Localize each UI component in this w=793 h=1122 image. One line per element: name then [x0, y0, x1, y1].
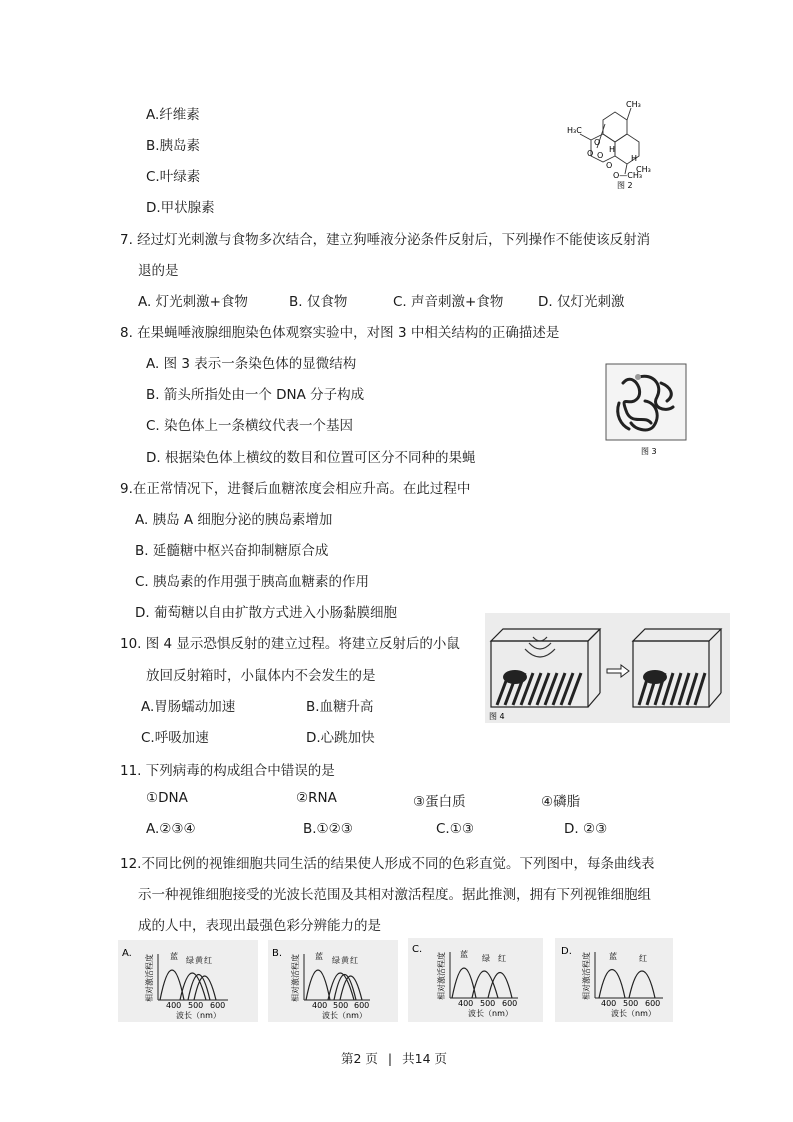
q7-stem-line2: 退的是 [138, 263, 179, 279]
q9-option-a: A. 胰岛 A 细胞分泌的胰岛素增加 [135, 512, 333, 528]
q12-chart-a-tick-500: 500 [188, 1001, 204, 1010]
q12-chart-b-tick-400: 400 [312, 1001, 328, 1010]
fig4-caption: 图 4 [489, 712, 505, 721]
q9-option-c: C. 胰岛素的作用强于胰高血糖素的作用 [135, 574, 370, 590]
q8-option-a: A. 图 3 表示一条染色体的显微结构 [146, 356, 357, 372]
q12-chart-b [268, 940, 398, 1022]
footer-separator: | [387, 1051, 393, 1066]
fig2-label-h1: H [609, 145, 616, 154]
q11-item-2: ②RNA [296, 790, 337, 806]
q12-stem-line2: 示一种视锥细胞接受的光波长范围及其相对激活程度。据此推测，拥有下列视锥细胞组 [138, 887, 651, 903]
q10-option-a: A.胃肠蠕动加速 [141, 699, 236, 715]
q12-chart-b-curve-label-yellow: 黄 [341, 956, 349, 965]
q12-chart-b-tick-600: 600 [354, 1001, 370, 1010]
q12-chart-b-label: B. [272, 948, 283, 959]
fig2-label-h3c: H₃C [567, 126, 582, 135]
q12-chart-a-curve-label-yellow: 黄 [195, 956, 203, 965]
q10-option-d: D.心跳加快 [306, 730, 375, 746]
fig2-label-o4: O [606, 161, 613, 170]
figure-2-molecule [565, 98, 655, 190]
q12-chart-d-ylabel: 相对激活程度 [582, 952, 591, 1000]
q12-chart-a-tick-400: 400 [166, 1001, 182, 1010]
q10-option-b: B.血糖升高 [306, 699, 374, 715]
q8-option-b: B. 箭头所指处由一个 DNA 分子构成 [146, 387, 365, 403]
q8-stem: 8. 在果蝇唾液腺细胞染色体观察实验中，对图 3 中相关结构的正确描述是 [120, 325, 560, 341]
q12-chart-d-tick-400: 400 [601, 999, 617, 1008]
fig2-label-o3: O [597, 151, 604, 160]
q8-option-d: D. 根据染色体上横纹的数目和位置可区分不同种的果蝇 [146, 450, 476, 466]
q12-stem-line3: 成的人中，表现出最强色彩分辨能力的是 [138, 918, 381, 934]
q7-stem-line1: 7. 经过灯光刺激与食物多次结合，建立狗唾液分泌条件反射后，下列操作不能使该反射消 [120, 232, 651, 248]
q12-chart-c-curve-label-red: 红 [498, 954, 506, 963]
q6-option-c: C.叶绿素 [146, 169, 201, 185]
q12-chart-a-label: A. [122, 948, 132, 959]
q12-chart-c-tick-600: 600 [502, 999, 518, 1008]
page-footer [341, 1049, 447, 1067]
fig2-label-h2: H [631, 154, 638, 163]
q12-chart-a-tick-600: 600 [210, 1001, 226, 1010]
q12-chart-a-curve-label-green: 绿 [186, 956, 194, 965]
q9-option-d: D. 葡萄糖以自由扩散方式进入小肠黏膜细胞 [135, 605, 397, 621]
fig2-label-ch3-top: CH₃ [626, 100, 641, 109]
q12-chart-b-xlabel: 波长（nm） [322, 1011, 367, 1020]
q10-option-c: C.呼吸加速 [141, 730, 209, 746]
q6-option-a: A.纤维素 [146, 107, 200, 123]
q7-option-c: C. 声音刺激+食物 [393, 294, 504, 310]
q12-chart-d-tick-500: 500 [623, 999, 639, 1008]
fig2-caption: 图 2 [617, 181, 633, 190]
q12-chart-a-xlabel: 波长（nm） [176, 1011, 221, 1020]
figure-3-chromosome [605, 363, 690, 458]
q12-chart-a [118, 940, 258, 1022]
fig2-label-och3: O—CH₃ [613, 171, 643, 180]
q7-option-b: B. 仅食物 [289, 294, 348, 310]
fig2-label-ch3-right: CH₃ [636, 165, 651, 174]
fig3-caption: 图 3 [641, 447, 657, 456]
q11-option-b: B.①②③ [303, 821, 353, 837]
q12-chart-c-xlabel: 波长（nm） [468, 1009, 513, 1018]
q12-chart-c-tick-500: 500 [480, 999, 496, 1008]
q11-item-3: ③蛋白质 [413, 794, 466, 810]
q12-chart-b-tick-500: 500 [333, 1001, 349, 1010]
footer-page-number: 第2 页 [341, 1051, 378, 1066]
q6-option-d: D.甲状腺素 [146, 200, 215, 216]
q9-stem: 9.在正常情况下，进餐后血糖浓度会相应升高。在此过程中 [120, 481, 471, 497]
q12-chart-b-ylabel: 相对激活程度 [291, 954, 300, 1002]
q10-stem-line2: 放回反射箱时，小鼠体内不会发生的是 [146, 668, 376, 684]
q9-option-b: B. 延髓糖中枢兴奋抑制糖原合成 [135, 543, 329, 559]
q11-item-1: ①DNA [146, 790, 188, 806]
q7-option-d: D. 仅灯光刺激 [538, 294, 625, 310]
q12-chart-d-tick-600: 600 [645, 999, 661, 1008]
q12-chart-b-curve-label-red: 红 [350, 956, 358, 965]
q12-chart-c-ylabel: 相对激活程度 [437, 952, 446, 1000]
q12-chart-c-curve-label-green: 绿 [482, 954, 490, 963]
q12-chart-d-curve-label-red: 红 [639, 954, 647, 963]
q11-option-a: A.②③④ [146, 821, 196, 837]
q12-chart-a-ylabel: 相对激活程度 [145, 954, 154, 1002]
q12-chart-b-curve-label-blue: 蓝 [315, 952, 323, 961]
q12-chart-a-curve-label-red: 红 [204, 956, 212, 965]
q12-chart-b-curve-label-green: 绿 [332, 956, 340, 965]
q12-chart-c-tick-400: 400 [458, 999, 474, 1008]
fig2-label-o1: O [594, 138, 601, 147]
q12-chart-a-curve-label-blue: 蓝 [170, 952, 178, 961]
q6-option-b: B.胰岛素 [146, 138, 201, 154]
footer-total-pages: 共14 页 [402, 1051, 448, 1066]
q11-option-d: D. ②③ [564, 821, 608, 837]
q12-chart-d-xlabel: 波长（nm） [611, 1009, 656, 1018]
figure-4-reflex-box [485, 613, 730, 723]
q12-chart-c-curve-label-blue: 蓝 [460, 950, 468, 959]
q12-chart-c [408, 938, 543, 1022]
q11-stem: 11. 下列病毒的构成组合中错误的是 [120, 763, 335, 779]
q7-option-a: A. 灯光刺激+食物 [138, 294, 248, 310]
fig2-label-o2: O [587, 149, 594, 158]
q12-chart-d-label: D. [561, 946, 572, 957]
q12-stem-line1: 12.不同比例的视锥细胞共同生活的结果使人形成不同的色彩直觉。下列图中，每条曲线表 [120, 856, 655, 872]
q12-chart-d-curve-label-blue: 蓝 [609, 952, 617, 961]
q11-item-4: ④磷脂 [541, 794, 581, 810]
q12-chart-c-label: C. [412, 944, 423, 955]
q11-option-c: C.①③ [436, 821, 474, 837]
q10-stem-line1: 10. 图 4 显示恐惧反射的建立过程。将建立反射后的小鼠 [120, 636, 460, 652]
q8-option-c: C. 染色体上一条横纹代表一个基因 [146, 418, 354, 434]
q12-chart-d [555, 938, 673, 1022]
